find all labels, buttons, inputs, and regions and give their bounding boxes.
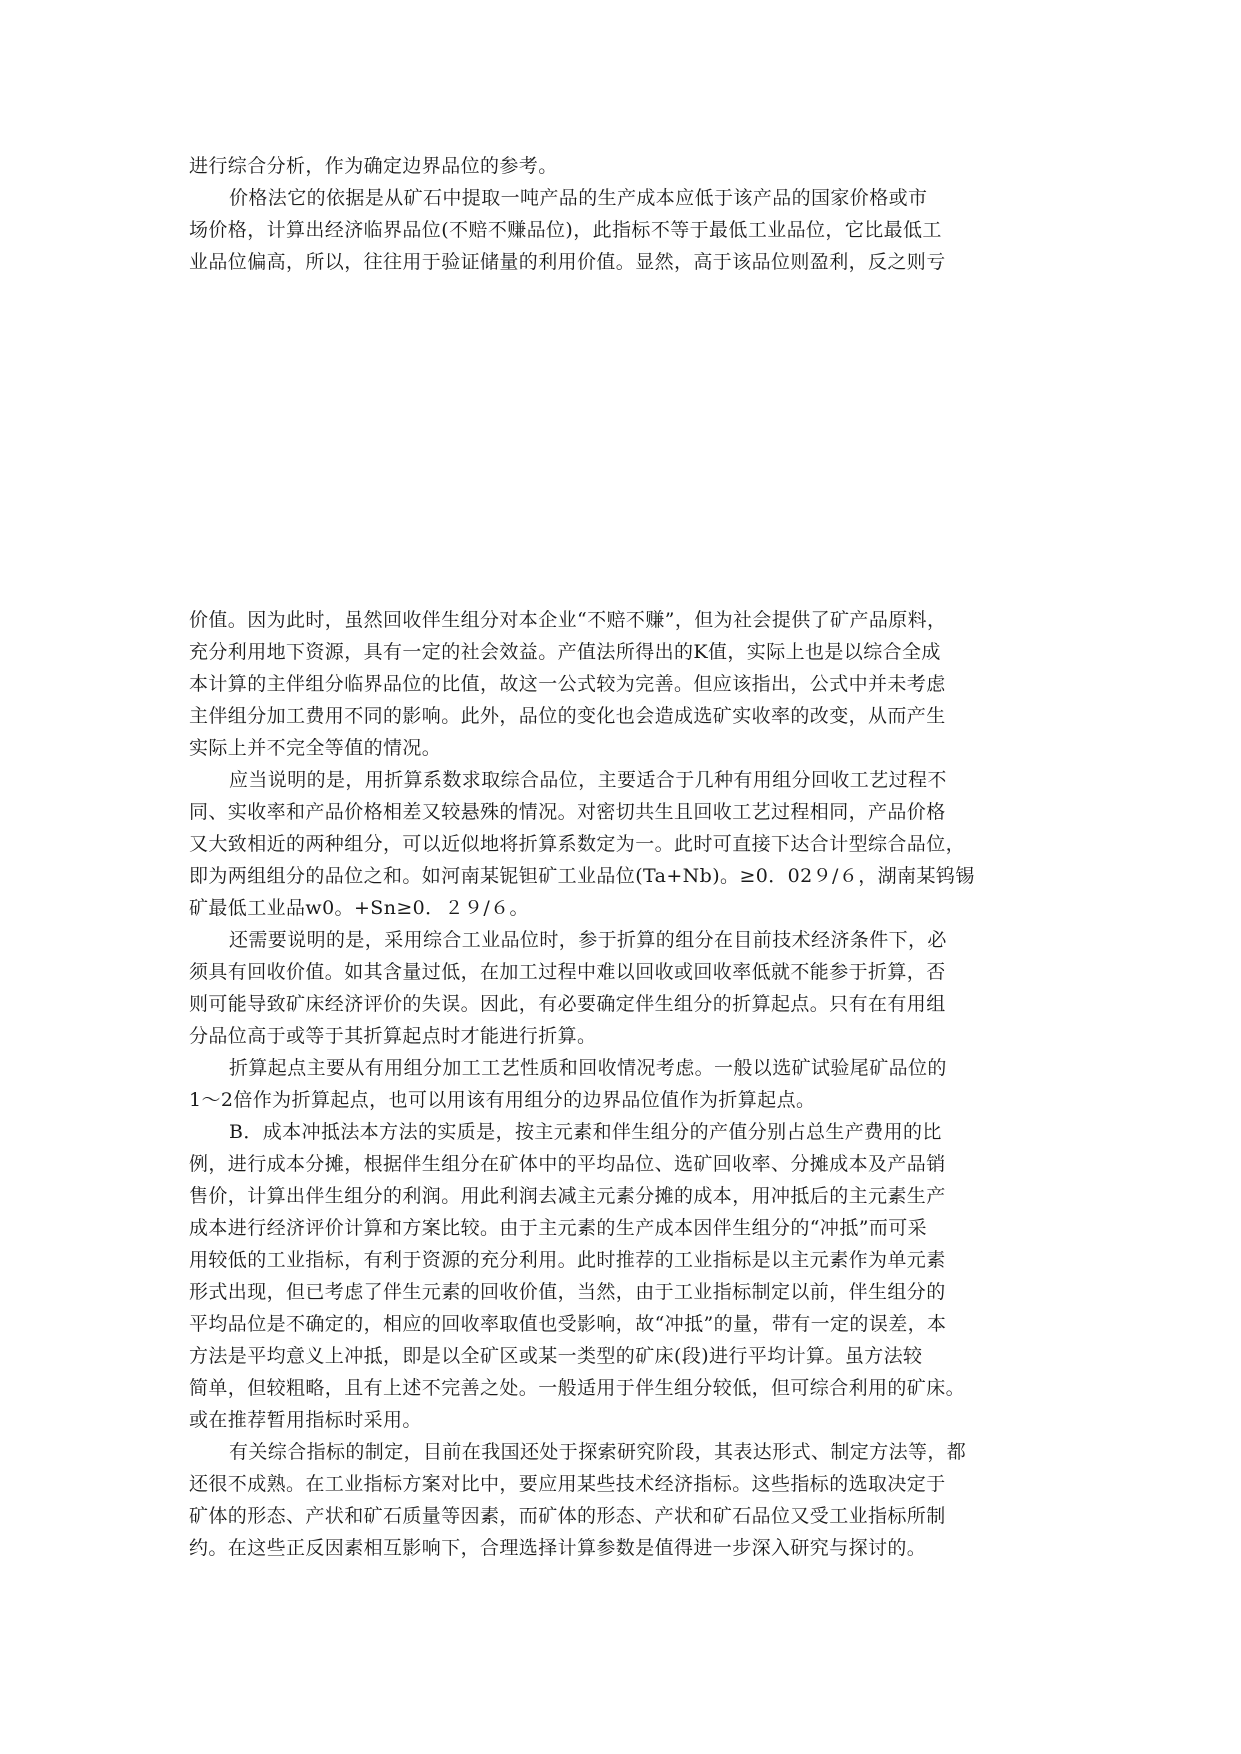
text-line: 平均品位是不确定的，相应的回收率取值也受影响，故“冲抵”的量，带有一定的误差，本: [189, 1313, 947, 1335]
text-line: 还很不成熟。在工业指标方案对比中，要应用某些技术经济指标。这些指标的选取决定于: [189, 1473, 946, 1495]
text-line: 应当说明的是，用折算系数求取综合品位，主要适合于几种有用组分回收工艺过程不: [229, 769, 947, 791]
text-line: 即为两组组分的品位之和。如河南某铌钽矿工业品位(Ta+Nb)。≥0．02９/６，湖南某钨锡: [189, 865, 975, 887]
text-block-top: [189, 150, 1069, 278]
text-line: 1～2倍作为折算起点，也可以用该有用组分的边界品位值作为折算起点。: [189, 1089, 816, 1111]
text-line: 又大致相近的两种组分，可以近似地将折算系数定为一。此时可直接下达合计型综合品位，: [189, 833, 966, 855]
text-line: 业品位偏高，所以，往往用于验证储量的利用价值。显然，高于该品位则盈利，反之则亏: [189, 251, 946, 273]
text-line: 本计算的主伴组分临界品位的比值，故这一公式较为完善。但应该指出，公式中并未考虑: [189, 673, 946, 695]
text-line: 矿体的形态、产状和矿石质量等因素，而矿体的形态、产状和矿石品位又受工业指标所制: [189, 1505, 946, 1527]
text-line: 则可能导致矿床经济评价的失误。因此，有必要确定伴生组分的折算起点。只有在有用组: [189, 993, 946, 1015]
text-line: 进行综合分析，作为确定边界品位的参考。: [189, 155, 558, 177]
text-line: 方法是平均意义上冲抵，即是以全矿区或某一类型的矿床(段)进行平均计算。虽方法较: [189, 1345, 923, 1367]
text-line: 充分利用地下资源，具有一定的社会效益。产值法所得出的K值，实际上也是以综合全成: [189, 641, 941, 663]
text-line: 例，进行成本分摊，根据伴生组分在矿体中的平均品位、选矿回收率、分摊成本及产品销: [189, 1153, 946, 1175]
text-line: 还需要说明的是，采用综合工业品位时，参于折算的组分在目前技术经济条件下，必: [229, 929, 947, 951]
text-line: 售价，计算出伴生组分的利润。用此利润去减主元素分摊的成本，用冲抵后的主元素生产: [189, 1185, 946, 1207]
text-line: 价值。因为此时，虽然回收伴生组分对本企业“不赔不赚”，但为社会提供了矿产品原料，: [189, 609, 947, 631]
text-line: 或在推荐暂用指标时采用。: [189, 1409, 422, 1431]
text-line: 场价格，计算出经济临界品位(不赔不赚品位)，此指标不等于最低工业品位，它比最低工: [189, 219, 942, 241]
text-line: 折算起点主要从有用组分加工工艺性质和回收情况考虑。一般以选矿试验尾矿品位的: [229, 1057, 947, 1079]
text-line: 约。在这些正反因素相互影响下，合理选择计算参数是值得进一步深入研究与探讨的。: [189, 1537, 927, 1559]
text-line: 须具有回收价值。如其含量过低，在加工过程中难以回收或回收率低就不能参于折算，否: [189, 961, 946, 983]
text-line: B．成本冲抵法本方法的实质是，按主元素和伴生组分的产值分别占总生产费用的比: [229, 1121, 942, 1143]
text-line: 成本进行经济评价计算和方案比较。由于主元素的生产成本因伴生组分的“冲抵”而可采: [189, 1217, 928, 1239]
text-line: 主伴组分加工费用不同的影响。此外，品位的变化也会造成选矿实收率的改变，从而产生: [189, 705, 946, 727]
text-line: 价格法它的依据是从矿石中提取一吨产品的生产成本应低于该产品的国家价格或市: [229, 187, 928, 209]
text-line: 用较低的工业指标，有利于资源的充分利用。此时推荐的工业指标是以主元素作为单元素: [189, 1249, 946, 1271]
text-line: 实际上并不完全等值的情况。: [189, 737, 442, 759]
text-line: 分品位高于或等于其折算起点时才能进行折算。: [189, 1025, 597, 1047]
text-line: 形式出现，但已考虑了伴生元素的回收价值，当然，由于工业指标制定以前，伴生组分的: [189, 1281, 946, 1303]
text-line: 简单，但较粗略，且有上述不完善之处。一般适用于伴生组分较低，但可综合利用的矿床。: [189, 1377, 966, 1399]
text-line: 矿最低工业品w0。+Sn≥0．２９/６。: [189, 897, 529, 919]
text-line: 同、实收率和产品价格相差又较悬殊的情况。对密切共生且回收工艺过程相同，产品价格: [189, 801, 946, 823]
text-line: 有关综合指标的制定，目前在我国还处于探索研究阶段，其表达形式、制定方法等，都: [229, 1441, 967, 1463]
text-block-main: [189, 604, 1069, 1564]
